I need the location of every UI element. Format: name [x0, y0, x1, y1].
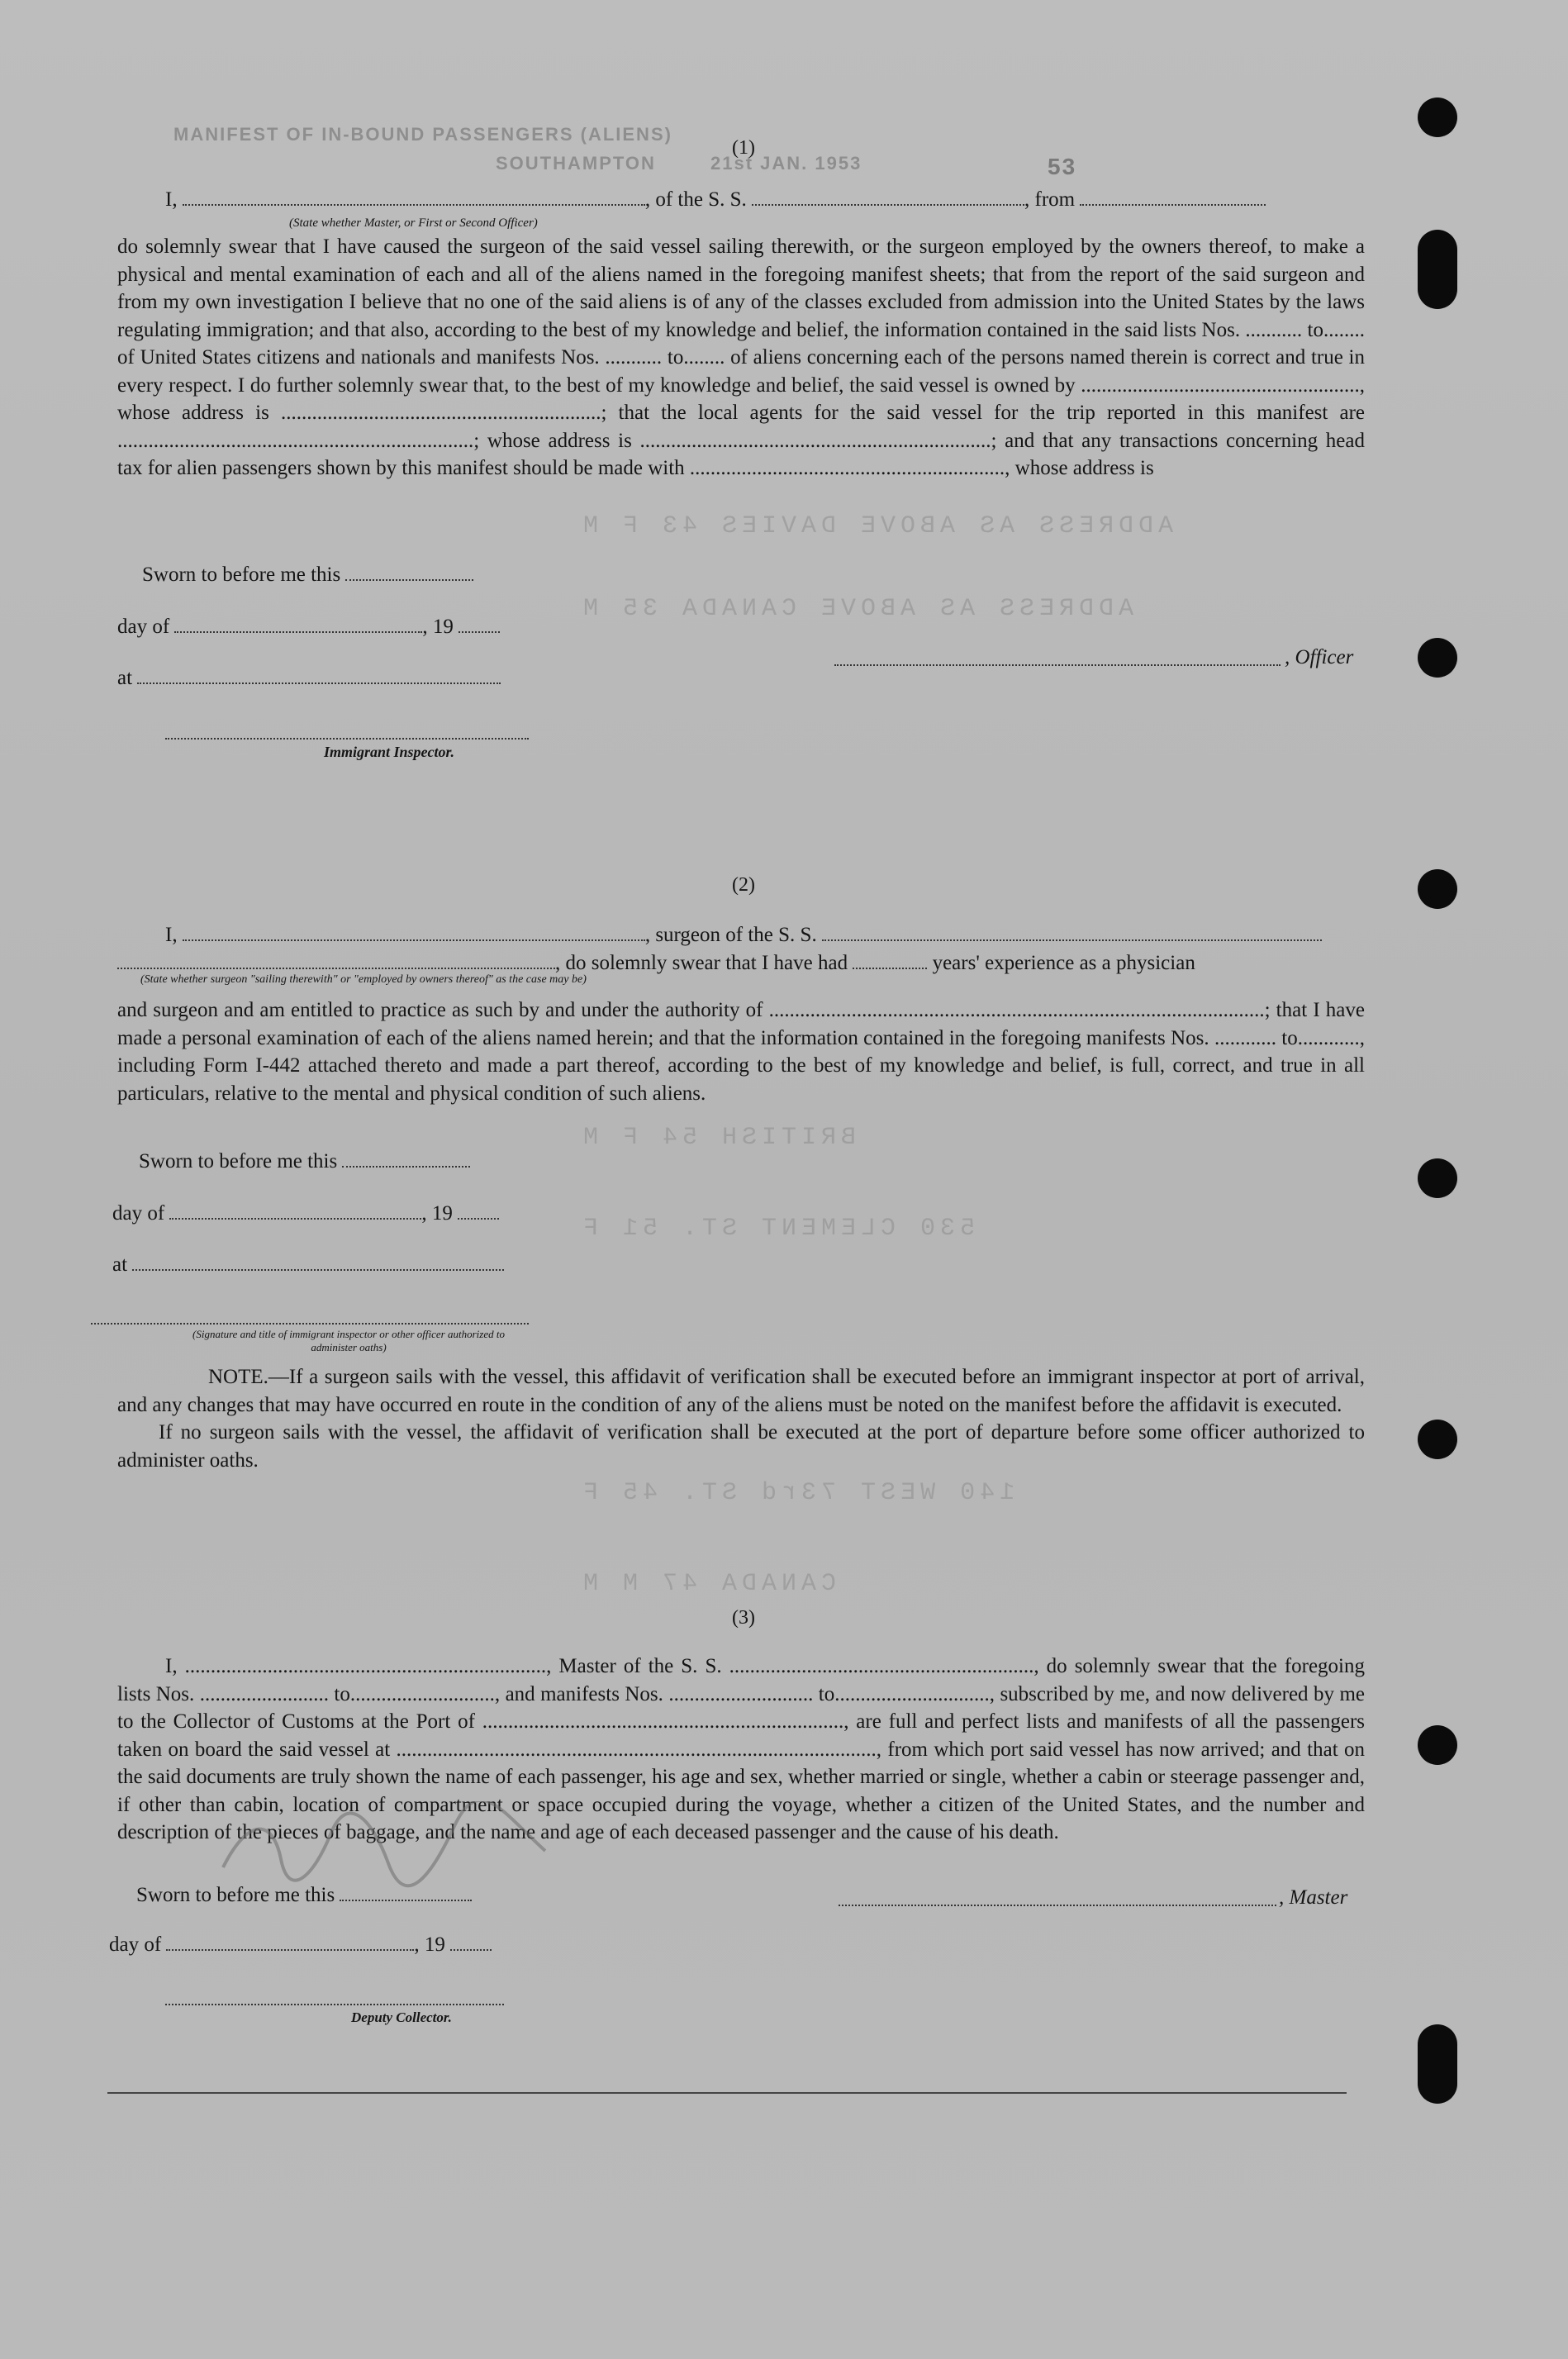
section-1-number: (1) [732, 137, 755, 159]
year-label: , 19 [422, 616, 454, 638]
section-3-number: (3) [732, 1607, 755, 1629]
deputy-signature-line [165, 2004, 504, 2005]
punch-hole [1418, 97, 1457, 137]
day-of-label: day of [112, 1202, 165, 1225]
section-2-line1 [165, 924, 1322, 947]
officer-signature-line [834, 664, 1281, 666]
bleed-through-text: ADDRESS AS ABOVE CANADA 35 M [578, 595, 1134, 623]
surgeon-caption: (State whether surgeon "sailing therewith" or "employed by owners thereof" as the case may be) [140, 973, 587, 986]
punch-hole [1418, 1420, 1457, 1459]
at-label: at [112, 1253, 128, 1276]
oath-pronoun: I, [165, 924, 178, 946]
surgeon-note [117, 1363, 1365, 1474]
bleed-through-text: BRITISH 54 F M [578, 1124, 857, 1152]
bleed-through-text: ADDRESS AS ABOVE DAVIES 43 F M [578, 512, 1174, 540]
punch-hole [1418, 230, 1457, 309]
punch-hole [1418, 2024, 1457, 2104]
signature-line-2 [91, 1323, 529, 1325]
inspector-caption: Immigrant Inspector. [324, 744, 455, 760]
year-label: , 19 [421, 1202, 453, 1225]
sworn-label: Sworn to before me this [139, 1150, 338, 1172]
sworn-label: Sworn to before me this [136, 1884, 335, 1906]
officer-label: , Officer [1285, 646, 1354, 668]
section-3-text: I, ......................................................................, Master of the S. S. ..........................................................., do solemnly swear that the foregoing lists Nos. ......................... to............................, and manifests Nos. ............................ to.............................., subscribed by me, and now delivered by me to the Collector of Customs at the Port of ......................................................................, are full and perfect lists and manifests of all the passengers taken on board the said vessel at ............................................................................................., from which port said vessel has now arrived; and that on the said documents are truly shown the name of each passenger, his age and sex, whether married or single, whether a cabin or steerage passenger and, if other than cabin, location of compartment or space occupied during the voyage, whether a citizen of the United States, and the number and description of the pieces of baggage, and the name and age of each deceased passenger and the cause of his death. [117, 1655, 1365, 1843]
day-line-3 [109, 1933, 492, 1957]
section-1-text: do solemnly swear that I have caused the surgeon of the said vessel sailing therewith, or the surgeon employed by the owners thereof, to make a physical and mental examination of each and all of the aliens named in the foregoing manifest sheets; that from the report of the said surgeon and from my own investigation I believe that no one of the said aliens is of any of the classes excluded from admission into the United States by the laws regulating immigration; and that also, according to the best of my knowledge and belief, the information contained in the said lists Nos. ........... to........ of United States citizens and nationals and manifests Nos. ........... to........ of aliens concerning each of the persons named therein is correct and true in every respect. I do further solemnly swear that, to the best of my knowledge and belief, the said vessel is owned by ......................................................, whose address is ..............................................................; that the local agents for the said vessel for the trip reported in this manifest are .....................................................................; whose address is ....................................................................; and that any transactions concerning head tax for alien passengers shown by this manifest should be made with ............................................................., whose address is [117, 235, 1365, 479]
section-2-text: and surgeon and am entitled to practice as such by and under the authority of ................................................................................................; that I have made a personal examination of each of the aliens named herein; and that the information contained in the foregoing manifests Nos. ............ to............, including Form I-442 attached thereto and made a part thereof, according to the best of my knowledge and belief, is full, correct, and true in all particulars, relative to the mental and physical condition of such aliens. [117, 999, 1365, 1105]
master-signature-line [839, 1905, 1276, 1906]
year-label: , 19 [414, 1933, 445, 1956]
section-2-number: (2) [732, 874, 755, 896]
of-ss-label: , of the S. S. [644, 188, 747, 211]
port-stamp: SOUTHAMPTON [496, 153, 656, 174]
handwritten-signature [215, 1801, 562, 1892]
at-line-2 [112, 1253, 504, 1277]
day-line-1 [117, 616, 500, 639]
signature-caption: (Signature and title of immigrant inspector or other officer authorized to administer oaths) [192, 1328, 505, 1353]
section-1-paragraph [117, 233, 1365, 483]
date-stamp: 21st JAN. 1953 [710, 153, 862, 174]
section-2-line2 [117, 952, 1195, 975]
punch-hole [1418, 1158, 1457, 1198]
sworn-line-1 [142, 564, 473, 587]
bottom-rule [107, 2092, 1347, 2094]
inspector-signature-line [165, 738, 529, 740]
bleed-through-text: CANADA 47 M M [578, 1570, 837, 1598]
punch-hole [1418, 638, 1457, 678]
at-line-1 [117, 667, 501, 690]
swear-experience-label: , do solemnly swear that I have had [555, 952, 848, 974]
surgeon-of-ss-label: , surgeon of the S. S. [644, 924, 817, 946]
deputy-caption: Deputy Collector. [351, 2009, 452, 2025]
at-label: at [117, 667, 133, 689]
sworn-line-2 [139, 1150, 470, 1173]
section-2-paragraph [117, 996, 1365, 1107]
note-text-2: If no surgeon sails with the vessel, the affidavit of verification shall be executed at the port of departure before some officer authorized to administer oaths. [117, 1421, 1365, 1472]
margin-year-mark: 53 [1048, 154, 1077, 179]
section-1-line1 [165, 188, 1266, 212]
master-label: , Master [1279, 1886, 1348, 1909]
manifest-title-stamp: MANIFEST OF IN-BOUND PASSENGERS (ALIENS) [173, 124, 672, 145]
master-caption: (State whether Master, or First or Second Officer) [289, 216, 538, 230]
sworn-label: Sworn to before me this [142, 564, 341, 586]
from-label: , from [1024, 188, 1076, 211]
day-of-label: day of [109, 1933, 162, 1956]
punch-hole [1418, 1725, 1457, 1765]
bleed-through-text: 140 WEST 73rd ST. 45 F [578, 1479, 1015, 1507]
oath-pronoun: I, [165, 188, 178, 211]
day-line-2 [112, 1202, 499, 1225]
bleed-through-text: 530 CLEMENT ST. 51 F [578, 1215, 976, 1243]
years-experience-label: years' experience as a physician [932, 952, 1195, 974]
day-of-label: day of [117, 616, 170, 638]
note-text: NOTE.—If a surgeon sails with the vessel, this affidavit of verification shall be executed before an immigrant inspector at port of arrival, and any changes that may have occurred en route in the condition of any of the aliens must be noted on the manifest before the affidavit is executed. [117, 1366, 1365, 1416]
